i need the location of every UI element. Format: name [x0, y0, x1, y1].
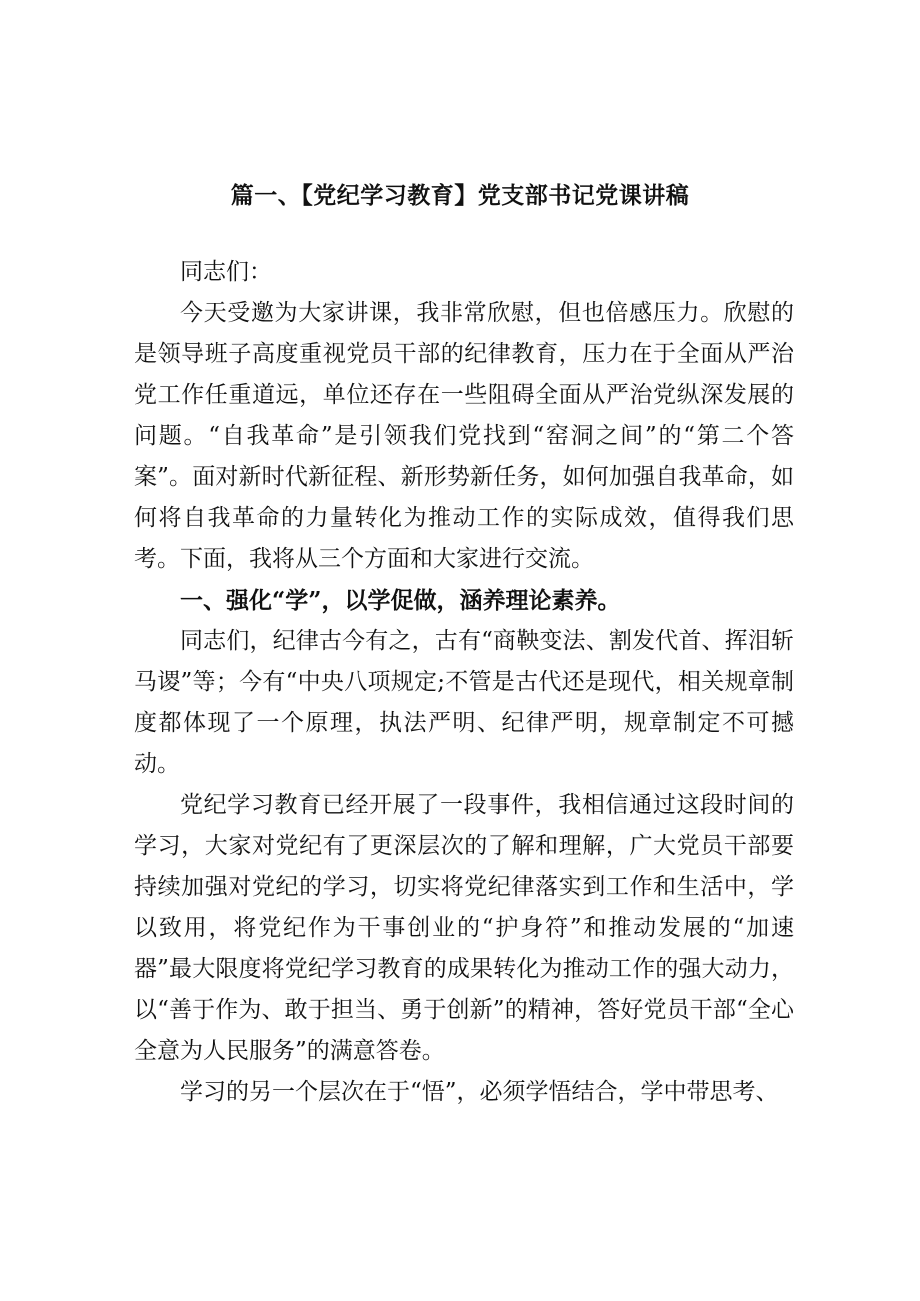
paragraph-discipline-history: 同志们，纪律古今有之，古有“商鞅变法、割发代首、挥泪斩马谡”等；今有“中央八项规定;不管是古代还是现代，相关规章制度都体现了一个原理，执法严明、纪律严明，规章制定不可撼动。: [134, 628, 794, 777]
paragraph-party-education: 党纪学习教育已经开展了一段事件，我相信通过这段时间的学习，大家对党纪有了更深层次的了解和理解，广大党员干部要持续加强对党纪的学习，切实将党纪律落实到工作和生活中，学以致用，将党纪作为干事创业的“护身符”和推动发展的“加速器”最大限度将党纪学习教育的成果转化为推动工作的强大动力，以“善于作为、敢于担当、勇于创新”的精神，答好党员干部“全心全意为人民服务”的满意答卷。: [134, 792, 794, 1064]
section-heading-1: 一、强化“学”，以学促做，涵养理论素养。: [180, 587, 621, 614]
document-body: [134, 252, 794, 1113]
paragraph-salutation: 同志们：: [180, 259, 272, 285]
paragraph-intro: 今天受邀为大家讲课，我非常欣慰，但也倍感压力。欣慰的是领导班子高度重视党员干部的纪律教育，压力在于全面从严治党工作任重道远，单位还存在一些阻碍全面从严治党纵深发展的问题。“自我革命”是引领我们党找到“窑洞之间”的“第二个答案”。面对新时代新征程、新形势新任务，如何加强自我革命，如何将自我革命的力量转化为推动工作的实际成效，值得我们思考。下面，我将从三个方面和大家进行交流。: [134, 300, 794, 572]
paragraph-learning-wu: 学习的另一个层次在于“悟”，必须学悟结合，学中带思考、: [180, 1079, 779, 1105]
document-title: 篇一、【党纪学习教育】党支部书记党课讲稿: [230, 182, 690, 209]
